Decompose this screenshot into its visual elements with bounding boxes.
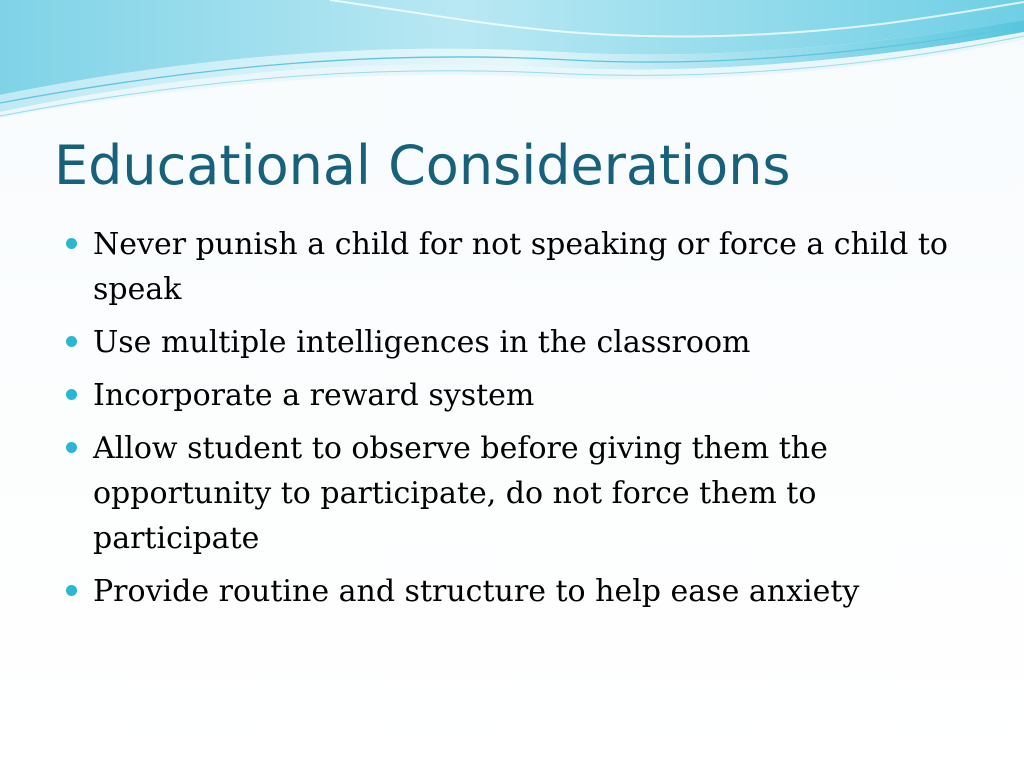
list-item: [60, 569, 960, 614]
bullet-dot-icon: [66, 442, 77, 453]
bullet-text: Provide routine and structure to help ease anxiety: [93, 574, 860, 609]
bullet-text: Use multiple intelligences in the classroom: [93, 325, 751, 360]
header-wave-decoration: [0, 0, 1024, 130]
bullet-dot-icon: [66, 585, 77, 596]
slide-title: Educational Considerations: [54, 134, 791, 197]
list-item: [60, 222, 960, 312]
bullet-text: Allow student to observe before giving them the opportunity to participate, do not force them to participate: [93, 431, 828, 556]
bullet-text: Incorporate a reward system: [93, 378, 535, 413]
list-item: [60, 373, 960, 418]
bullet-dot-icon: [66, 389, 77, 400]
bullet-text: Never punish a child for not speaking or force a child to speak: [93, 227, 948, 307]
list-item: [60, 320, 960, 365]
list-item: [60, 426, 960, 561]
bullet-dot-icon: [66, 336, 77, 347]
bullet-list: [60, 222, 960, 622]
bullet-dot-icon: [66, 238, 77, 249]
